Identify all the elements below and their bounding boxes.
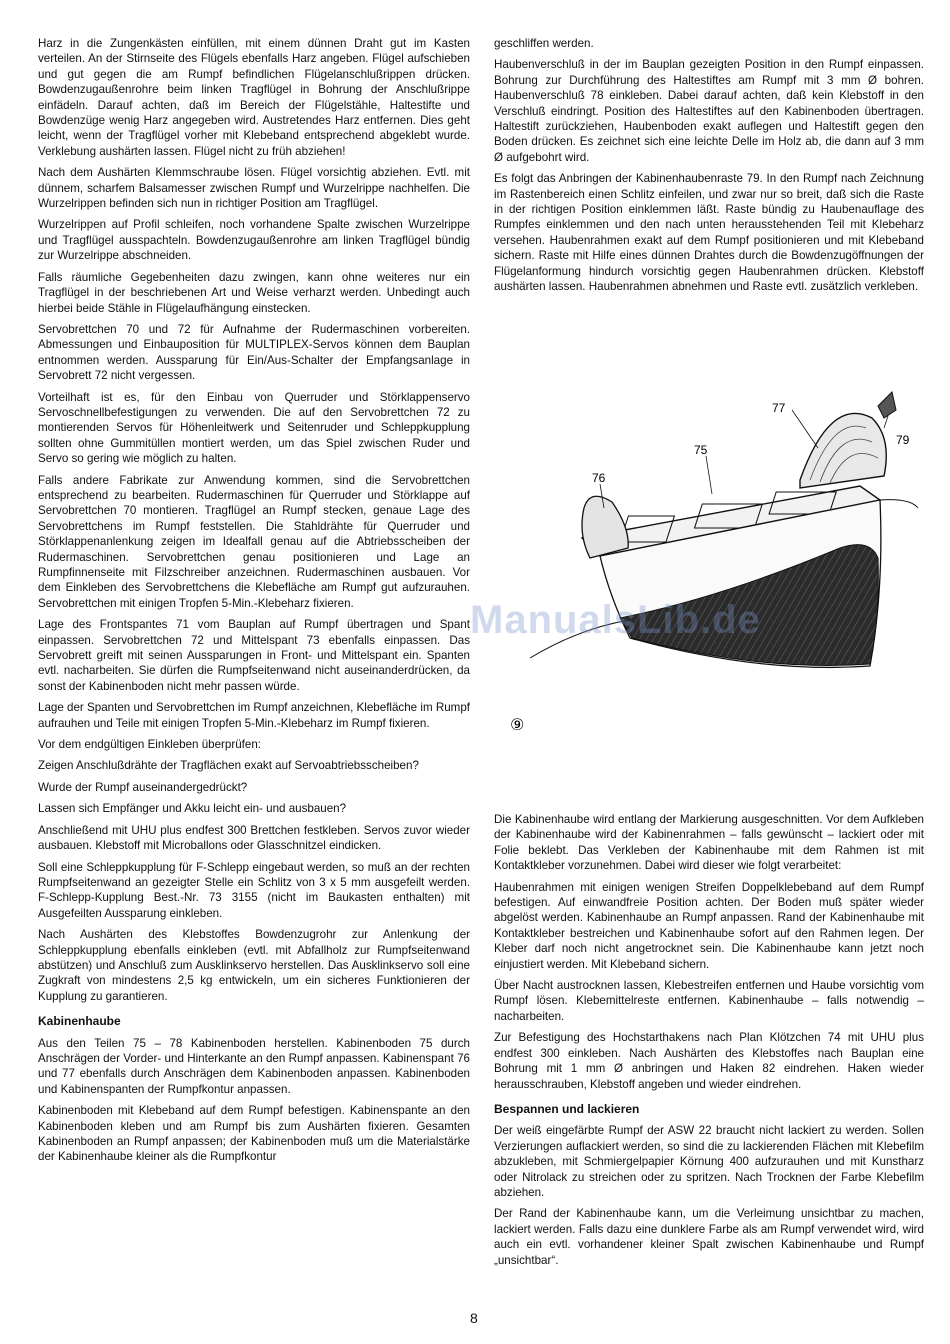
label-77: 77 [772,401,786,415]
page-number: 8 [470,1310,478,1326]
paragraph: Soll eine Schleppkupplung für F-Schlepp eingebaut werden, so muß an der rechten Rumpfseitenwand an gezeigter Stelle ein Schlitz von 3 x 5 mm ausgefeilt werden. F-Schlepp-Kupplung Best.-Nr. 73 3155 (nicht im Baukasten enthalten) mit Ausgefeilten Aussparung einkleben. [38,860,470,920]
label-79: 79 [896,433,910,447]
paragraph: Vorteilhaft ist es, für den Einbau von Querruder und Störklappenservo Servoschnellbefestigungen zu verwenden. Die auf den Servobrettchen 72 zu montierenden Servos für Höhenleitwerk und Seitenruder und Schleppkupplung sollten ohne Gummitüllen montiert werden, um das Spiel zwischen Ruder und Servo so gering wie möglich zu halten. [38,390,470,466]
paragraph: Nach Aushärten des Klebstoffes Bowdenzugrohr zur Anlenkung der Schleppkupplung ebenfalls einkleben (evtl. mit Abfallholz zur Rumpfseitenwand abstützen) und Anschluß zum Ausklinkservo herstellen. Das Ausklinkservo soll eine Zugkraft von mindestens 2,5 kg entwickeln, um ein sicheres Funktionieren der Kupplung zu garantieren. [38,928,470,1003]
right-column-bottom [494,812,924,1274]
cockpit-assembly-figure [500,388,920,748]
canopy-bulkhead-77 [800,413,886,488]
paragraph: Zur Befestigung des Hochstarthakens nach Plan Klötzchen 74 mit UHU plus endfest 300 einkleben. Nach Aushärten des Klebstoffes nach Bauplan eine Bohrung mit 1 mm Ø anbringen und Haken 82 eindrehen. Haken wieder herausschrauben, Klebstoff angeben und wieder eindrehen. [494,1031,924,1091]
paragraph: Über Nacht austrocknen lassen, Klebestreifen entfernen und Haube vorsichtig vom Rumpf lösen. Klebemittelreste entfernen. Kabinenhaube – falls notwendig – nacharbeiten. [494,979,924,1023]
paragraph: Kabinenboden mit Klebeband auf dem Rumpf befestigen. Kabinenspante an den Kabinenboden kleben und am Rumpf bis zum Aushärten fixieren. Gesamten Kabinenboden an Rumpf anpassen; der Kabinenboden muß um die Materialstärke der Kabinenhaube kleiner als die Rumpfkontur [38,1104,470,1164]
paragraph: Harz in die Zungenkästen einfüllen, mit einem dünnen Draht gut im Kasten verteilen. An der Stirnseite des Flügels ebenfalls Harz angeben. Flügel aufschieben und gut gegen die am Rumpf befindlichen Flügelanschlußrippen drücken. Bowdenzugaußenrohre beim linken Tragflügel in Bohrung der Anschlußrippe einfädeln. Darauf achten, daß im Bereich der Flügelstähle, Haltestifte und Bowdenzüge wenig Harz angegeben wird. Austretendes Harz entfernen. Dies geht leicht, wenn der Tragflügel vorher mit Klebeband entsprechend abgeklebt wurde. Verklebung aushärten lassen. Flügel nicht zu früh abziehen! [38,37,470,158]
cockpit-drawing [500,388,920,748]
figure-number: ⑨ [510,715,525,734]
paragraph: Servobrettchen 70 und 72 für Aufnahme der Rudermaschinen vorbereiten. Abmessungen und Einbauposition für MULTIPLEX-Servos können dem Bauplan entnommen werden. Aussparung für Ein/Aus-Schalter der Empfangsanlage in Servobrett 72 nicht vergessen. [38,322,470,383]
paragraph: Falls räumliche Gegebenheiten dazu zwingen, kann ohne weiteres nur ein Tragflügel in der beschriebenen Art und Weise verharzt werden. Unbedingt auch hierbei beide Stähle in Flügelaufhängung einstecken. [38,270,470,315]
paragraph: Der weiß eingefärbte Rumpf der ASW 22 braucht nicht lackiert zu werden. Sollen Verzierungen auflackiert werden, so sind die zu lackierenden Flächen mit Klebefilm abzukleben, mit Schmiergelpapier Körnung 400 aufzurauhen und mit Kunstharz oder Nitrolack zu streichen oder zu spritzen. Nach Trocknen der Farbe Klebefilm abziehen. [494,1124,924,1199]
paragraph: Es folgt das Anbringen der Kabinenhaubenraste 79. In den Rumpf nach Zeichnung im Rastenbereich einen Schlitz einfeilen, und zwar nur so breit, daß sich die Raste in der richtigen Position einklemmen läßt. Raste bündig zu Haubenauflage des Rumpfes einklemmen und den nach unten herausstehenden Teil mit Klebeharz versehen. Haubenrahmen exakt auf dem Rumpf positionieren und mit Klebeband sichern. Raste mit Hilfe eines dünnen Drahtes durch die Bowdenzugöffnungen der Flügelanformung hindurch vorsichtig gegen Haubenrahmen drücken. Klebstoff aushärten lassen. Haubenrahmen abnehmen und Raste evtl. zusätzlich verkleben. [494,172,924,294]
paragraph: Der Rand der Kabinenhaube kann, um die Verleimung unsichtbar zu machen, lackiert werden. Falls dazu eine dunklere Farbe als am Rumpf verwendet wird, wird auch ein evtl. vorhandener kleiner Spalt zwischen Kabinenhaube und Rumpf „unsichtbar“. [494,1207,924,1267]
section-heading-kabinenhaube: Kabinenhaube [38,1014,121,1029]
label-75: 75 [694,443,708,457]
paragraph: Aus den Teilen 75 – 78 Kabinenboden herstellen. Kabinenboden 75 durch Anschrägen der Vorder- und Hinterkante an den Rumpf anpassen. Kabinenspant 76 und 77 ebenfalls durch Anschrägen dem Kabinenboden anpassen. Kabinenboden und Kabinenspanten der Rumpfkontur anpassen. [38,1036,470,1096]
paragraph: Falls andere Fabrikate zur Anwendung kommen, sind die Servobrettchen entsprechend zu bearbeiten. Rudermaschinen für Querruder und Störklappe auf Servobrettchen 70 montieren. Tragflügel an Rumpf stecken, genaue Lage des Servobrettchens im Rumpf feststellen. Die Stahldrähte für Querruder und Störklappenanlenkung zeigen im Idealfall genau auf die Abtriebsscheiben der Rudermaschinen. Servobrettchen genau positionieren und Lage an Rumpfinnenseite mit Filzschreiber anzeichnen. Rudermaschinen ausbauen. Vor dem Einkleben des Servobrettchens die Klebefläche am Rumpf gut aufzurauhen. Servobrettchen mit einigen Tropfen 5-Min.-Klebeharz fixieren. [38,473,470,610]
paragraph: Anschließend mit UHU plus endfest 300 Brettchen festkleben. Servos zuvor wieder ausbauen. Klebstoff mit Microballons oder Glasschnitzel eindicken. [38,823,470,853]
label-76: 76 [592,471,606,485]
paragraph: Wurzelrippen auf Profil schleifen, noch vorhandene Spalte zwischen Wurzelrippe und Tragflügel ausspachteln. Bowdenzugaußenrohre am linken Tragflügel bündig zur Wurzelrippe abschneiden. [38,218,470,263]
paragraph: Haubenverschluß in der im Bauplan gezeigten Position in den Rumpf einpassen. Bohrung zur Durchführung des Haltestiftes am Rumpf mit 3 mm Ø bohren. Haubenverschluß 78 einkleben. Dabei darauf achten, daß kein Klebstoff in den Verschluß eindringt. Position des Haltestiftes auf den Kabinenboden übertragen. Haltestift zurückziehen, Haubenboden exakt auflegen und Haltestift gegen den Boden drücken. Es zeichnet sich eine leichte Delle im Holz ab, die dann auf 3 mm Ø aufgebohrt wird. [494,58,924,164]
canopy-latch-79 [878,392,896,418]
paragraph: Lage des Frontspantes 71 vom Bauplan auf Rumpf übertragen und Spant einpassen. Servobrettchen 72 und Mittelspant 73 ebenfalls einpassen. Das Servobrett greift mit seinen Aussparungen in Front- und Mittelspant ein. Spanten evtl. nacharbeiten. Sie dürfen die Rumpfseitenwand nicht auseinanderdrücken, da sonst der Kabinenboden nicht mehr passen würde. [38,618,470,693]
left-column [38,36,470,1171]
front-bulkhead-76 [582,496,628,558]
paragraph: geschliffen werden. [494,37,594,50]
paragraph: Haubenrahmen mit einigen wenigen Streifen Doppelklebeband auf dem Rumpf befestigen. Auf einwandfreie Position achten. Der Boden muß später wieder abgelöst werden. Kabinenhaube an Rumpf anpassen. Rand der Kabinenhaube mit Kontaktkleber bestreichen und Kabinenhaube sofort auf den Rahmen legen. Der Kleber darf noch nicht angetrocknet sein. Die Kabinenhaube kann jetzt noch einjustiert werden. Mit Klebeband sichern. [494,880,924,971]
paragraph: Wurde der Rumpf auseinandergedrückt? [38,780,248,794]
section-heading-bespannen: Bespannen und lackieren [494,1101,640,1116]
paragraph: Lage der Spanten und Servobrettchen im Rumpf anzeichnen, Klebefläche im Rumpf aufrauhen und Teile mit einigen Tropfen 5-Min.-Klebeharz im Rumpf fixieren. [38,701,470,730]
paragraph: Die Kabinenhaube wird entlang der Markierung ausgeschnitten. Vor dem Aufkleben der Kabinenhaube wird der Kabinenrahmen – falls gewünscht – lackiert oder mit Folie beklebt. Das Verkleben der Kabinenhaube mit dem Rahmen ist mit Kontaktkleber vorzunehmen. Dabei wird dieser wie folgt verarbeitet: [494,813,924,873]
watermark: ManualsLib.de [470,598,761,642]
right-column-top [494,36,924,301]
paragraph: Nach dem Aushärten Klemmschraube lösen. Flügel vorsichtig abziehen. Evtl. mit dünnem, scharfem Balsamesser zwischen Rumpf und Wurzelrippe nachhelfen. Die Wurzelrippen befinden sich nun in richtiger Position am Tragflügel. [38,166,470,211]
paragraph: Vor dem endgültigen Einkleben überprüfen: [38,738,262,752]
paragraph: Zeigen Anschlußdrähte der Tragflächen exakt auf Servoabtriebsscheiben? [38,759,419,773]
paragraph: Lassen sich Empfänger und Akku leicht ein- und ausbauen? [38,802,347,816]
